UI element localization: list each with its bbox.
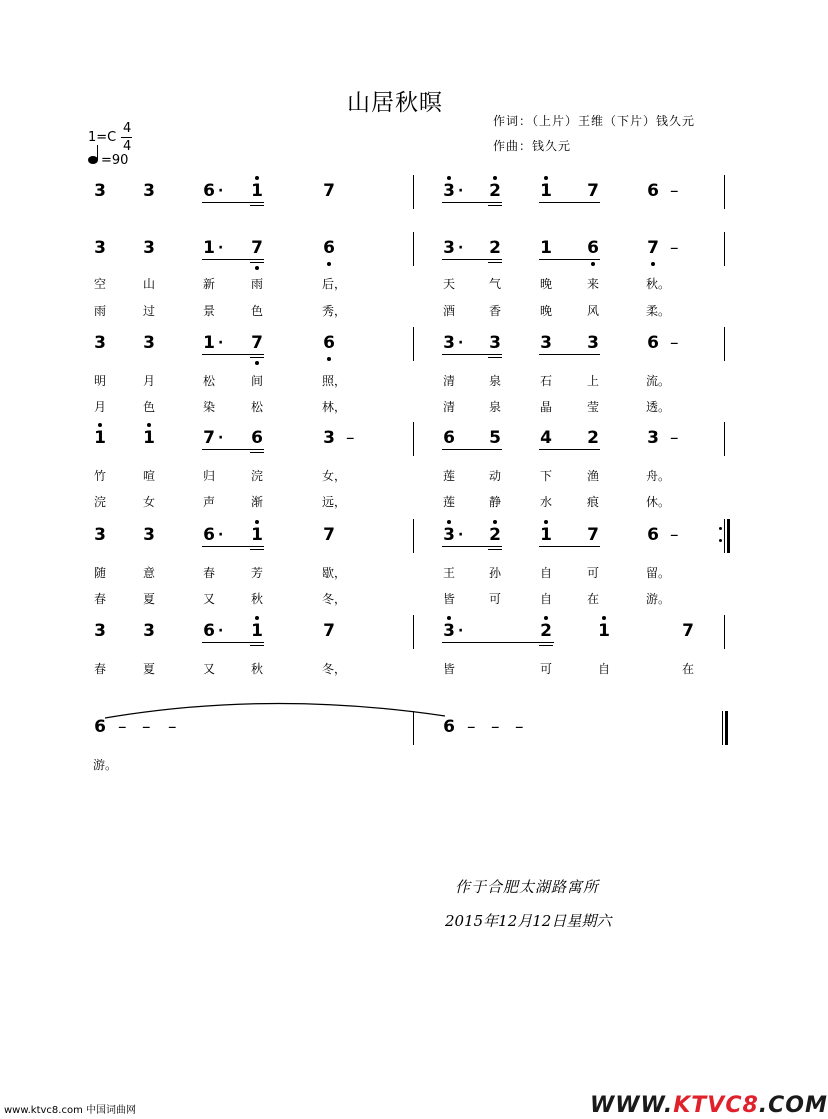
barline xyxy=(724,519,725,553)
lyric-line xyxy=(0,302,790,318)
lyric: 静 xyxy=(488,495,501,509)
score-row-6 xyxy=(0,621,790,661)
lyric: 芳 xyxy=(250,566,263,580)
note: 6 xyxy=(322,238,336,258)
dash: – xyxy=(670,428,679,448)
note: 3 xyxy=(94,525,106,545)
note: 6 xyxy=(647,333,659,353)
note: 4 xyxy=(540,428,552,448)
dot: · xyxy=(218,623,224,639)
time-signature-line xyxy=(121,137,132,138)
lyric: 间 xyxy=(250,374,263,388)
lyric: 松 xyxy=(250,400,263,414)
underline xyxy=(250,452,264,453)
lyric: 留。 xyxy=(646,566,671,580)
dot: · xyxy=(458,623,464,639)
lyric: 自 xyxy=(539,592,552,606)
signature-location: 作于合肥太湖路寓所 xyxy=(455,878,600,896)
underline xyxy=(250,549,264,550)
quarter-note-stem xyxy=(97,145,98,160)
note: 3 xyxy=(489,333,501,353)
note: 6 xyxy=(203,621,215,641)
note: 7 xyxy=(646,238,660,258)
note: 1 xyxy=(93,428,107,448)
lyric: 新 xyxy=(202,277,215,291)
lyric: 雨 xyxy=(250,277,263,291)
footer-logo xyxy=(590,1093,828,1118)
note: 6 xyxy=(203,525,215,545)
dot: · xyxy=(218,335,224,351)
lyric: 气 xyxy=(488,277,501,291)
underline xyxy=(202,449,264,450)
underline xyxy=(250,357,264,358)
note: 6 xyxy=(251,428,263,448)
underline xyxy=(442,642,554,643)
note: 7 xyxy=(682,621,694,641)
lyric: 色 xyxy=(142,400,155,414)
lyric: 在 xyxy=(681,662,694,676)
lyric: 莹 xyxy=(586,400,599,414)
lyric: 浣 xyxy=(250,469,263,483)
lyric: 秋 xyxy=(250,662,263,676)
lyric: 舟。 xyxy=(646,469,671,483)
note: 3 xyxy=(443,238,455,258)
underline xyxy=(539,546,600,547)
lyric: 冬， xyxy=(322,592,347,606)
footer-logo-prefix: WWW. xyxy=(590,1093,674,1118)
score-row-3 xyxy=(0,333,790,373)
score-row-7 xyxy=(0,717,790,757)
note: 3 xyxy=(442,621,456,641)
barline xyxy=(413,422,414,456)
lyric: 莲 xyxy=(442,495,455,509)
lyric: 水 xyxy=(539,495,552,509)
lyric-line xyxy=(0,660,790,676)
lyric: 渐 xyxy=(250,495,263,509)
underline xyxy=(250,205,264,206)
footer-logo-brand: KTVC8 xyxy=(673,1093,759,1118)
note: 6 xyxy=(647,181,659,201)
lyric: 秋。 xyxy=(646,277,671,291)
dash: – xyxy=(142,717,151,737)
lyric: 林， xyxy=(322,400,347,414)
score-row-5 xyxy=(0,525,790,565)
barline xyxy=(413,327,414,361)
lyric: 夏 xyxy=(142,662,155,676)
dot: · xyxy=(458,183,464,199)
lyric: 冬， xyxy=(322,662,347,676)
note: 1 xyxy=(250,181,264,201)
barline xyxy=(724,327,725,361)
note: 6 xyxy=(443,428,455,448)
dot: · xyxy=(218,240,224,256)
barline xyxy=(413,175,414,209)
tempo-mark: =90 xyxy=(101,153,129,168)
footer-left: www.ktvc8.com 中国词曲网 xyxy=(4,1105,137,1116)
note: 7 xyxy=(250,333,264,353)
lyric-line xyxy=(0,467,790,483)
barline xyxy=(413,519,414,553)
underline xyxy=(488,262,502,263)
note: 3 xyxy=(94,238,106,258)
lyric: 莲 xyxy=(442,469,455,483)
underline xyxy=(539,645,553,646)
note: 3 xyxy=(94,181,106,201)
lyric: 女， xyxy=(322,469,347,483)
lyric: 透。 xyxy=(646,400,671,414)
note: 7 xyxy=(323,181,335,201)
note: 1 xyxy=(539,525,553,545)
underline xyxy=(442,202,502,203)
note: 1 xyxy=(540,238,552,258)
note: 3 xyxy=(94,621,106,641)
lyric: 皆 xyxy=(442,662,455,676)
dot: · xyxy=(458,240,464,256)
lyric: 来 xyxy=(586,277,599,291)
composer-credit: 作曲：钱久元 xyxy=(493,139,572,153)
barline xyxy=(413,615,414,649)
lyric: 春 xyxy=(93,592,106,606)
page-title: 山居秋暝 xyxy=(347,90,443,116)
lyric: 下 xyxy=(539,469,552,483)
lyric: 意 xyxy=(142,566,155,580)
lyric-line xyxy=(0,590,790,606)
lyric: 泉 xyxy=(488,374,501,388)
lyric: 王 xyxy=(442,566,455,580)
note: 2 xyxy=(587,428,599,448)
note: 1 xyxy=(539,181,553,201)
lyric: 上 xyxy=(586,374,599,388)
lyric: 香 xyxy=(488,304,501,318)
note: 2 xyxy=(489,238,501,258)
dot: · xyxy=(218,527,224,543)
footer-logo-suffix: .COM xyxy=(758,1093,828,1118)
lyric: 秀， xyxy=(322,304,347,318)
note: 3 xyxy=(94,333,106,353)
lyric: 女 xyxy=(142,495,155,509)
lyric: 可 xyxy=(539,662,552,676)
underline xyxy=(539,202,600,203)
underline xyxy=(202,642,264,643)
note: 2 xyxy=(488,181,502,201)
note: 3 xyxy=(143,525,155,545)
dot: · xyxy=(458,335,464,351)
note: 2 xyxy=(488,525,502,545)
lyric: 随 xyxy=(93,566,106,580)
lyric-line xyxy=(0,756,790,772)
note: 7 xyxy=(250,238,264,258)
lyric: 春 xyxy=(93,662,106,676)
lyric: 游。 xyxy=(93,758,118,772)
note: 5 xyxy=(489,428,501,448)
underline xyxy=(488,357,502,358)
underline xyxy=(539,354,600,355)
dot: · xyxy=(458,527,464,543)
final-barline xyxy=(722,711,723,745)
note: 3 xyxy=(143,621,155,641)
note: 3 xyxy=(587,333,599,353)
lyric: 夏 xyxy=(142,592,155,606)
lyric: 清 xyxy=(442,400,455,414)
lyric: 天 xyxy=(442,277,455,291)
lyric: 松 xyxy=(202,374,215,388)
underline xyxy=(442,259,502,260)
dash: – xyxy=(118,717,127,737)
dash: – xyxy=(670,333,679,353)
signature-date: 2015年12月12日星期六 xyxy=(445,912,612,930)
note: 7 xyxy=(587,181,599,201)
underline xyxy=(488,549,502,550)
note: 2 xyxy=(539,621,553,641)
lyric-line xyxy=(0,398,790,414)
lyric-line xyxy=(0,493,790,509)
underline xyxy=(442,546,502,547)
lyric: 流。 xyxy=(646,374,671,388)
note: 7 xyxy=(587,525,599,545)
note: 6 xyxy=(94,717,106,737)
lyric: 皆 xyxy=(442,592,455,606)
lyric: 清 xyxy=(442,374,455,388)
lyric: 晚 xyxy=(539,277,552,291)
lyric: 可 xyxy=(488,592,501,606)
lyric: 浣 xyxy=(93,495,106,509)
barline xyxy=(413,711,414,745)
lyric: 痕 xyxy=(586,495,599,509)
lyric: 月 xyxy=(93,400,106,414)
lyric: 孙 xyxy=(488,566,501,580)
lyricist-credit: 作词：（上片）王维（下片）钱久元 xyxy=(493,114,696,128)
underline xyxy=(202,546,264,547)
note: 3 xyxy=(143,238,155,258)
score-row-4 xyxy=(0,428,790,468)
underline xyxy=(539,259,600,260)
note: 1 xyxy=(250,621,264,641)
note: 6 xyxy=(322,333,336,353)
dash: – xyxy=(346,428,355,448)
note: 6 xyxy=(586,238,600,258)
lyric-line xyxy=(0,372,790,388)
barline xyxy=(724,232,725,266)
dash: – xyxy=(515,717,524,737)
lyric-line xyxy=(0,564,790,580)
note: 3 xyxy=(442,181,456,201)
note: 7 xyxy=(203,428,215,448)
underline xyxy=(202,202,264,203)
lyric: 秋 xyxy=(250,592,263,606)
lyric: 又 xyxy=(202,662,215,676)
lyric: 雨 xyxy=(93,304,106,318)
lyric: 喧 xyxy=(142,469,155,483)
note: 1 xyxy=(250,525,264,545)
lyric: 远， xyxy=(322,495,347,509)
lyric: 色 xyxy=(250,304,263,318)
lyric: 空 xyxy=(93,277,106,291)
note: 1 xyxy=(203,333,215,353)
note: 3 xyxy=(540,333,552,353)
repeat-dot xyxy=(719,527,722,530)
lyric: 声 xyxy=(202,495,215,509)
lyric: 晚 xyxy=(539,304,552,318)
lyric: 酒 xyxy=(442,304,455,318)
note: 3 xyxy=(323,428,335,448)
note: 1 xyxy=(203,238,215,258)
note: 7 xyxy=(323,525,335,545)
underline xyxy=(202,354,264,355)
note: 3 xyxy=(442,525,456,545)
lyric: 风 xyxy=(586,304,599,318)
lyric: 照， xyxy=(322,374,347,388)
note: 6 xyxy=(203,181,215,201)
note: 6 xyxy=(443,717,455,737)
lyric: 在 xyxy=(586,592,599,606)
time-signature-top: 4 xyxy=(123,121,132,136)
final-barline-thick xyxy=(725,711,728,745)
lyric: 可 xyxy=(586,566,599,580)
underline xyxy=(250,262,264,263)
lyric: 染 xyxy=(202,400,215,414)
note: 6 xyxy=(647,525,659,545)
underline xyxy=(250,645,264,646)
lyric: 过 xyxy=(142,304,155,318)
underline xyxy=(488,205,502,206)
note: 3 xyxy=(143,181,155,201)
dash: – xyxy=(670,238,679,258)
dash: – xyxy=(467,717,476,737)
lyric: 石 xyxy=(539,374,552,388)
lyric: 又 xyxy=(202,592,215,606)
lyric: 春 xyxy=(202,566,215,580)
lyric: 自 xyxy=(539,566,552,580)
note: 3 xyxy=(647,428,659,448)
score-row-2 xyxy=(0,238,790,278)
lyric: 竹 xyxy=(93,469,106,483)
lyric: 渔 xyxy=(586,469,599,483)
repeat-dot xyxy=(719,539,722,542)
dash: – xyxy=(670,525,679,545)
lyric: 动 xyxy=(488,469,501,483)
lyric: 休。 xyxy=(646,495,671,509)
lyric-line xyxy=(0,275,790,291)
dot: · xyxy=(218,183,224,199)
lyric: 后， xyxy=(322,277,347,291)
repeat-barline xyxy=(727,519,730,553)
note: 3 xyxy=(443,333,455,353)
lyric: 自 xyxy=(597,662,610,676)
barline xyxy=(413,232,414,266)
lyric: 山 xyxy=(142,277,155,291)
lyric: 柔。 xyxy=(646,304,671,318)
barline xyxy=(724,422,725,456)
time-signature-bottom: 4 xyxy=(123,139,132,154)
key-signature: 1=C xyxy=(88,130,117,145)
dot: · xyxy=(218,430,224,446)
score-row-1 xyxy=(0,181,790,221)
barline xyxy=(724,615,725,649)
underline xyxy=(442,449,502,450)
lyric: 明 xyxy=(93,374,106,388)
lyric: 泉 xyxy=(488,400,501,414)
dash: – xyxy=(670,181,679,201)
lyric: 晶 xyxy=(539,400,552,414)
barline xyxy=(724,175,725,209)
underline xyxy=(202,259,264,260)
underline xyxy=(539,449,600,450)
lyric: 歇， xyxy=(322,566,347,580)
dash: – xyxy=(491,717,500,737)
note: 3 xyxy=(143,333,155,353)
note: 1 xyxy=(597,621,611,641)
lyric: 景 xyxy=(202,304,215,318)
lyric: 游。 xyxy=(646,592,671,606)
lyric: 月 xyxy=(142,374,155,388)
lyric: 归 xyxy=(202,469,215,483)
underline xyxy=(442,354,502,355)
note: 1 xyxy=(142,428,156,448)
note: 7 xyxy=(323,621,335,641)
dash: – xyxy=(168,717,177,737)
